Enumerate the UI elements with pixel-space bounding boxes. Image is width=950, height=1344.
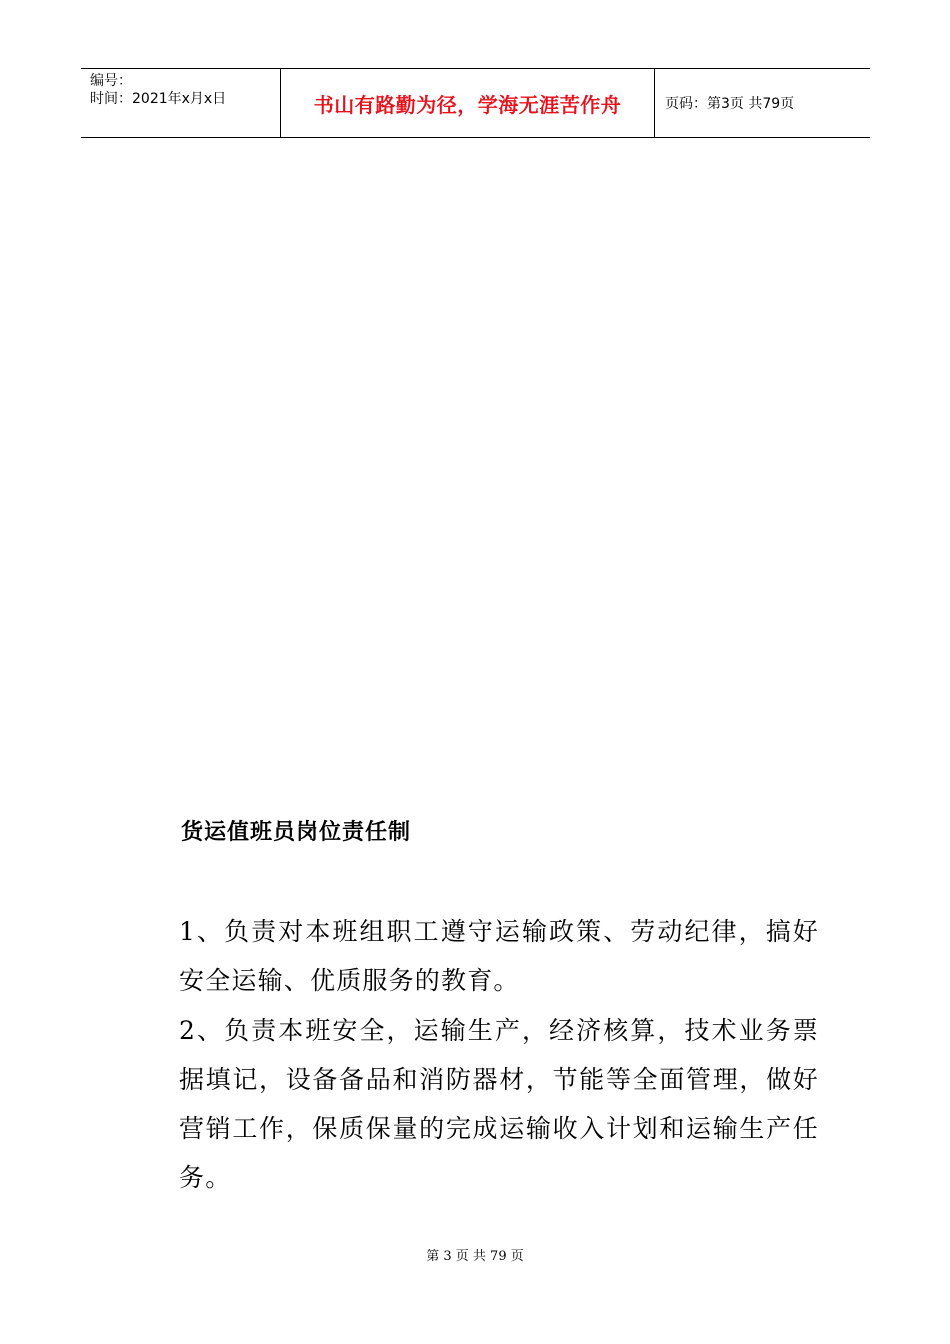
header-motto-cell xyxy=(281,69,655,137)
header-meta-cell xyxy=(81,69,281,137)
date-label: 时间：2021年x月x日 xyxy=(90,91,227,107)
page-info: 页码：第3页 共79页 xyxy=(665,96,795,112)
header-page-cell xyxy=(655,69,870,137)
page-header xyxy=(81,68,870,138)
number-label: 编号： xyxy=(90,73,132,89)
motto-text: 书山有路勤为径，学海无涯苦作舟 xyxy=(313,92,622,117)
document-title: 货运值班员岗位责任制 xyxy=(181,820,412,845)
paragraph-2: 2、负责本班安全，运输生产，经济核算，技术业务票据填记，设备备品和消防器材，节能等全面管理，做好营销工作，保质保量的完成运输收入计划和运输生产任务。 xyxy=(179,1016,819,1192)
page-footer: 第 3 页 共 79 页 xyxy=(426,1249,524,1264)
paragraph-1: 1、负责对本班组职工遵守运输政策、劳动纪律，搞好 安全运输、优质服务的教育。 xyxy=(179,917,819,995)
